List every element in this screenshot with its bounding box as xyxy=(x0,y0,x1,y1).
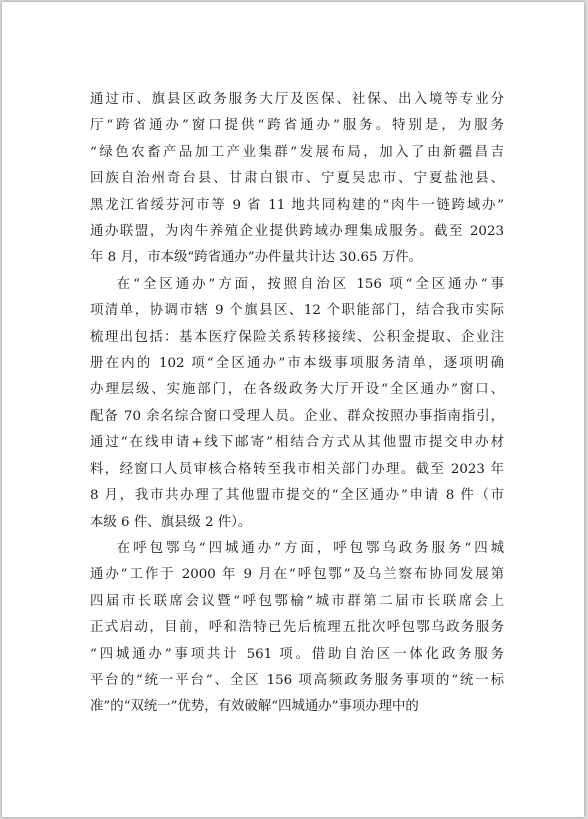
text-line: 四届市长联席会议暨“呼包鄂榆”城市群第二届市长联席会上 xyxy=(90,593,504,609)
text-line: 在“全区通办”方面，按照自治区 156 项“全区通办”事 xyxy=(116,276,504,292)
text-line: 正式启动，目前，呼和浩特已先后梳理五批次呼包鄂乌政务服务 xyxy=(90,620,504,636)
text-line: 通办”工作于 2000 年 9 月在“呼包鄂”及乌兰察布协同发展第 xyxy=(90,567,504,583)
text-line: 梳理出包括：基本医疗保险关系转移接续、公积金提取、企业注 xyxy=(90,329,504,345)
text-line: 回族自治州奇台县、甘肃白银市、宁夏吴忠市、宁夏盐池县、 xyxy=(90,171,504,187)
text-line: 册在内的 102 项“全区通办”市本级事项服务清单，逐项明确 xyxy=(90,356,504,372)
text-line: 通过“在线申请+线下邮寄”相结合方式从其他盟市提交申办材 xyxy=(90,435,504,451)
text-line: “绿色农畜产品加工产业集群”发展布局，加入了由新疆昌吉 xyxy=(90,144,504,160)
document-page xyxy=(2,2,584,817)
text-line: 本级 6 件、旗县级 2 件）。 xyxy=(90,514,252,530)
text-line: 黑龙江省绥芬河市等 9 省 11 地共同构建的“肉牛一链跨域办” xyxy=(90,197,504,213)
text-line: 项清单，协调市辖 9 个旗县区、12 个职能部门，结合我市实际 xyxy=(90,303,504,319)
text-line: 平台的“统一平台”、全区 156 项高频政务服务事项的“统一标 xyxy=(90,672,504,688)
text-line: 配备 70 余名综合窗口受理人员。企业、群众按照办事指南指引， xyxy=(90,408,504,424)
text-line: 年 8 月，市本级“跨省通办”办件量共计达 30.65 万件。 xyxy=(90,250,422,266)
text-line: 通过市、旗县区政务服务大厅及医保、社保、出入境等专业分 xyxy=(90,92,504,107)
text-line: 厅“跨省通办”窗口提供“跨省通办”服务。特别是，为服务 xyxy=(90,118,504,134)
text-line: 在呼包鄂乌“四城通办”方面，呼包鄂乌政务服务“四城 xyxy=(116,540,504,556)
text-line: 8 月，我市共办理了其他盟市提交的“全区通办”申请 8 件（市 xyxy=(90,488,504,504)
text-line: 准”的“双统一”优势，有效破解“四城通办”事项办理中的 xyxy=(90,699,419,715)
text-line: 料，经窗口人员审核合格转至我市相关部门办理。截至 2023 年 xyxy=(90,461,504,477)
document-body xyxy=(90,87,504,721)
text-line: 通办联盟，为肉牛养殖企业提供跨域办理集成服务。截至 2023 xyxy=(90,224,504,240)
text-line: “四城通办”事项共计 561 项。借助自治区一体化政务服务 xyxy=(90,646,504,662)
text-line: 办理层级、实施部门，在各级政务大厅开设“全区通办”窗口、 xyxy=(90,382,504,398)
